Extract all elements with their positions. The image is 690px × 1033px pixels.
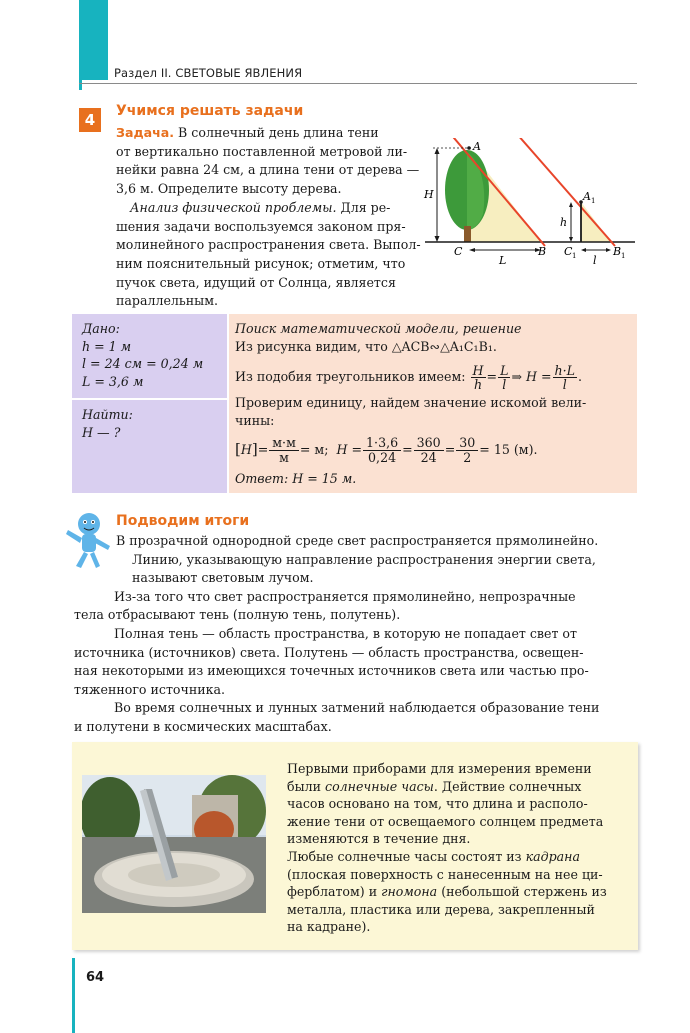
header-divider bbox=[79, 83, 637, 84]
sundial-photo bbox=[82, 775, 266, 913]
analysis-label: Анализ физической проблемы. bbox=[130, 199, 337, 215]
label-A1: A bbox=[583, 190, 591, 203]
label-l: l bbox=[593, 254, 597, 267]
solution-box bbox=[229, 314, 637, 493]
label-B1: B bbox=[613, 245, 622, 258]
sundial-note-text: Первыми приборами для измерения времени были солнечные часы. Действие солнечных часов основано на том, что длина и располо- жение тени от освещаемого солнцем предмета изменяются в течение дня. Любые солнечные часы состоят из кадрана (плоская поверхность с нанесенным на нее ци- ферблатом) и гномона (небольшой стержень из металла, пластика или дерева, закрепленный на кадране). bbox=[287, 761, 607, 935]
label-A1-sub: 1 bbox=[591, 197, 596, 205]
arrow-h-top bbox=[569, 202, 573, 207]
label-H: H bbox=[424, 188, 434, 201]
section-number-badge: 4 bbox=[79, 108, 101, 132]
left-accent-line bbox=[79, 80, 82, 90]
find-line: H — ? bbox=[82, 424, 121, 440]
solution-line-1: Из рисунка видим, что △ACB∾△A₁C₁B₁. bbox=[235, 338, 497, 354]
label-A: A bbox=[473, 140, 481, 153]
label-C1-sub: 1 bbox=[572, 252, 577, 260]
given-box bbox=[72, 314, 227, 398]
label-B1-sub: 1 bbox=[621, 252, 626, 260]
given-line-h: h = 1 м bbox=[82, 338, 132, 354]
section-title: Учимся решать задачи bbox=[116, 103, 304, 119]
solution-calculation: [H]= $\frac{м\cdot м}{м}$ = м; H = $\frac{1\cdot 3,6}{0,24}$ = $\frac{360}{24}$ = $\frac{30}{2}$ = 15 (м). bbox=[235, 435, 538, 465]
solution-line-4: чины: bbox=[235, 412, 275, 428]
arrow-H-top bbox=[435, 148, 440, 154]
label-C1: C bbox=[564, 245, 573, 258]
solution-similarity-formula: Из подобия треугольников имеем: $\frac{H}{h}$ = $\frac{L}{l}$ ⇒ H = $\frac{h\cdot L}{l}$ . bbox=[235, 363, 583, 392]
label-B: B bbox=[538, 245, 547, 258]
summary-title: Подводим итоги bbox=[116, 513, 250, 529]
label-L: L bbox=[499, 254, 507, 267]
mascot-icon bbox=[62, 510, 116, 570]
task-paragraph: Задача. В солнечный день длина тени от вертикально поставленной метровой ли- нейки равна 24 см, а длина тени от дерева — 3,6 м. Определите высоту дерева. Анализ физической проблемы. Для ре- шения задачи воспользуемся законом пря- молинейного распространения света. Выпол- ним пояснительный рисунок; отметим, что пучок света, идущий от Солнца, является параллельным. bbox=[116, 125, 421, 309]
section-header: Раздел II. СВЕТОВЫЕ ЯВЛЕНИЯ bbox=[114, 66, 303, 80]
given-line-l: l = 24 см = 0,24 м bbox=[82, 356, 204, 371]
find-box bbox=[72, 400, 227, 493]
summary-text: В прозрачной однородной среде свет распространяется прямолинейно. Линию, указывающую направление распространения энергии света, называют световым лучом. Из-за того что свет распространяется прямолинейно, непрозрачные тела отбрасывают тень (полную тень, полутень). Полная тень — область пространства, в которую не попадает свет от источника (источников) света. Полутень — область пространства, освещен- ная некоторыми из имеющихся точечных источников света или частью про- тяженного источника. Во время солнечных и лунных затмений наблюдается образование тени и полутени в космических масштабах. bbox=[74, 533, 600, 734]
arrow-L-left bbox=[469, 248, 475, 252]
page-number: 64 bbox=[86, 970, 105, 985]
solution-line-3: Проверим единицу, найдем значение искомой вели- bbox=[235, 395, 587, 410]
arrow-l-right bbox=[606, 248, 611, 252]
bottom-accent-line bbox=[72, 958, 75, 1033]
tree-trunk bbox=[464, 226, 471, 242]
point-A bbox=[467, 146, 471, 150]
arrow-l-left bbox=[581, 248, 586, 252]
find-title: Найти: bbox=[82, 407, 133, 422]
label-h: h bbox=[560, 216, 568, 229]
header-accent-bar bbox=[79, 0, 108, 80]
solution-title: Поиск математической модели, решение bbox=[235, 321, 522, 336]
solution-answer: Ответ: H = 15 м. bbox=[235, 471, 357, 486]
shadow-diagram bbox=[421, 138, 639, 276]
arrow-H-bottom bbox=[435, 236, 440, 242]
given-title: Дано: bbox=[82, 321, 120, 336]
task-label: Задача. bbox=[116, 125, 175, 140]
label-C: C bbox=[454, 245, 463, 258]
given-line-L: L = 3,6 м bbox=[82, 373, 144, 389]
